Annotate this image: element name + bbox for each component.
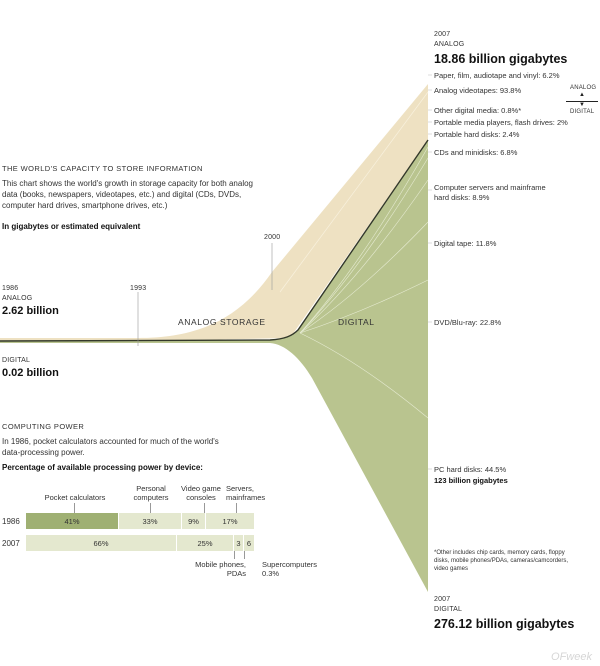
end-analog-year: 2007 (434, 31, 451, 38)
category-label: Computer servers and mainframe hard disks: 8.9% (434, 183, 546, 202)
end-digital-value: 276.12 billion gigabytes (434, 617, 575, 631)
computing-section-title: COMPUTING POWER (2, 422, 85, 431)
key-down-arrow-icon: ▼ (579, 102, 585, 108)
tick-mark (236, 503, 237, 513)
category-label: Portable media players, flash drives: 2% (434, 118, 568, 127)
bar-2007-servers: 6 (244, 535, 254, 551)
category-label: PC hard disks: 44.5% (434, 465, 507, 474)
tick-mark (150, 503, 151, 513)
end-digital-year: 2007 (434, 596, 451, 603)
units-note: In gigabytes or estimated equivalent (2, 222, 141, 231)
digital-storage-label: DIGITAL (338, 317, 375, 327)
tick-mark (244, 551, 245, 559)
key-up-arrow-icon: ▲ (579, 92, 585, 98)
bar-2007-video-game-consoles: 25% (177, 535, 233, 551)
end-analog-label: ANALOG (434, 41, 465, 48)
category-label: DVD/Blu-ray: 22.8% (434, 318, 502, 327)
bar-1986-servers: 17% (206, 513, 254, 529)
category-label: Other digital media: 0.8%* (434, 106, 522, 115)
annotation-supercomputers: Supercomputers 0.3% (262, 560, 318, 578)
start-year: 1986 (2, 285, 19, 292)
bar-1986-personal-computers: 33% (119, 513, 181, 529)
tick-mark (74, 503, 75, 513)
start-analog-value: 2.62 billion (2, 305, 59, 317)
bar-2007 (26, 535, 254, 551)
key-digital-label: DIGITAL (570, 109, 595, 115)
header-personal-computers: Personal computers (133, 484, 169, 502)
bar-1986-pocket-calculators: 41% (26, 513, 118, 529)
start-digital-value: 0.02 billion (2, 367, 59, 379)
computing-description: In 1986, pocket calculators accounted for much of the world's data-processing power. (2, 437, 219, 457)
year-2000-label: 2000 (264, 234, 281, 241)
bar-2007-personal-computers: 66% (26, 535, 176, 551)
footnote: *Other includes chip cards, memory cards, floppy disks, mobile phones/PDAs, cameras/camcorders, video games (434, 550, 569, 572)
bar-1986 (26, 513, 254, 529)
header-pocket-calculators: Pocket calculators (44, 493, 106, 502)
category-label: CDs and minidisks: 6.8% (434, 148, 518, 157)
analog-storage-label: ANALOG STORAGE (178, 317, 266, 327)
storage-section-title: THE WORLD'S CAPACITY TO STORE INFORMATION (2, 164, 203, 173)
end-analog-value: 18.86 billion gigabytes (434, 52, 568, 66)
header-servers-mainframes: Servers, mainframes (226, 484, 266, 502)
header-video-game-consoles: Video game consoles (181, 484, 221, 502)
start-analog-label: ANALOG (2, 295, 33, 302)
bar-1986-video-game-consoles: 9% (182, 513, 205, 529)
bar-2007-mobile-phones: 3 (234, 535, 243, 551)
pc-value: 123 billion gigabytes (434, 476, 508, 485)
category-label: Analog videotapes: 93.8% (434, 86, 522, 95)
end-digital-label: DIGITAL (434, 606, 463, 613)
category-label: Digital tape: 11.8% (434, 239, 497, 248)
tick-mark (234, 551, 235, 559)
annotation-mobile-phones: Mobile phones, PDAs (195, 560, 246, 578)
tick-mark (204, 503, 205, 513)
computing-subtitle: Percentage of available processing power by device: (2, 463, 203, 472)
watermark: OFweek (551, 651, 592, 663)
year-1993-label: 1993 (130, 285, 147, 292)
row-year-2007: 2007 (2, 539, 20, 548)
start-digital-label: DIGITAL (2, 357, 31, 364)
row-year-1986: 1986 (2, 517, 20, 526)
storage-description: This chart shows the world's growth in storage capacity for both analog data (books, newspapers, videotapes, etc.) and digital (CDs, DVDs, computer hard drives, smartphone drives, etc.) (2, 179, 253, 210)
category-label: Paper, film, audiotape and vinyl: 6.2% (434, 71, 560, 80)
key-analog-label: ANALOG (570, 85, 597, 91)
category-label: Portable hard disks: 2.4% (434, 130, 520, 139)
